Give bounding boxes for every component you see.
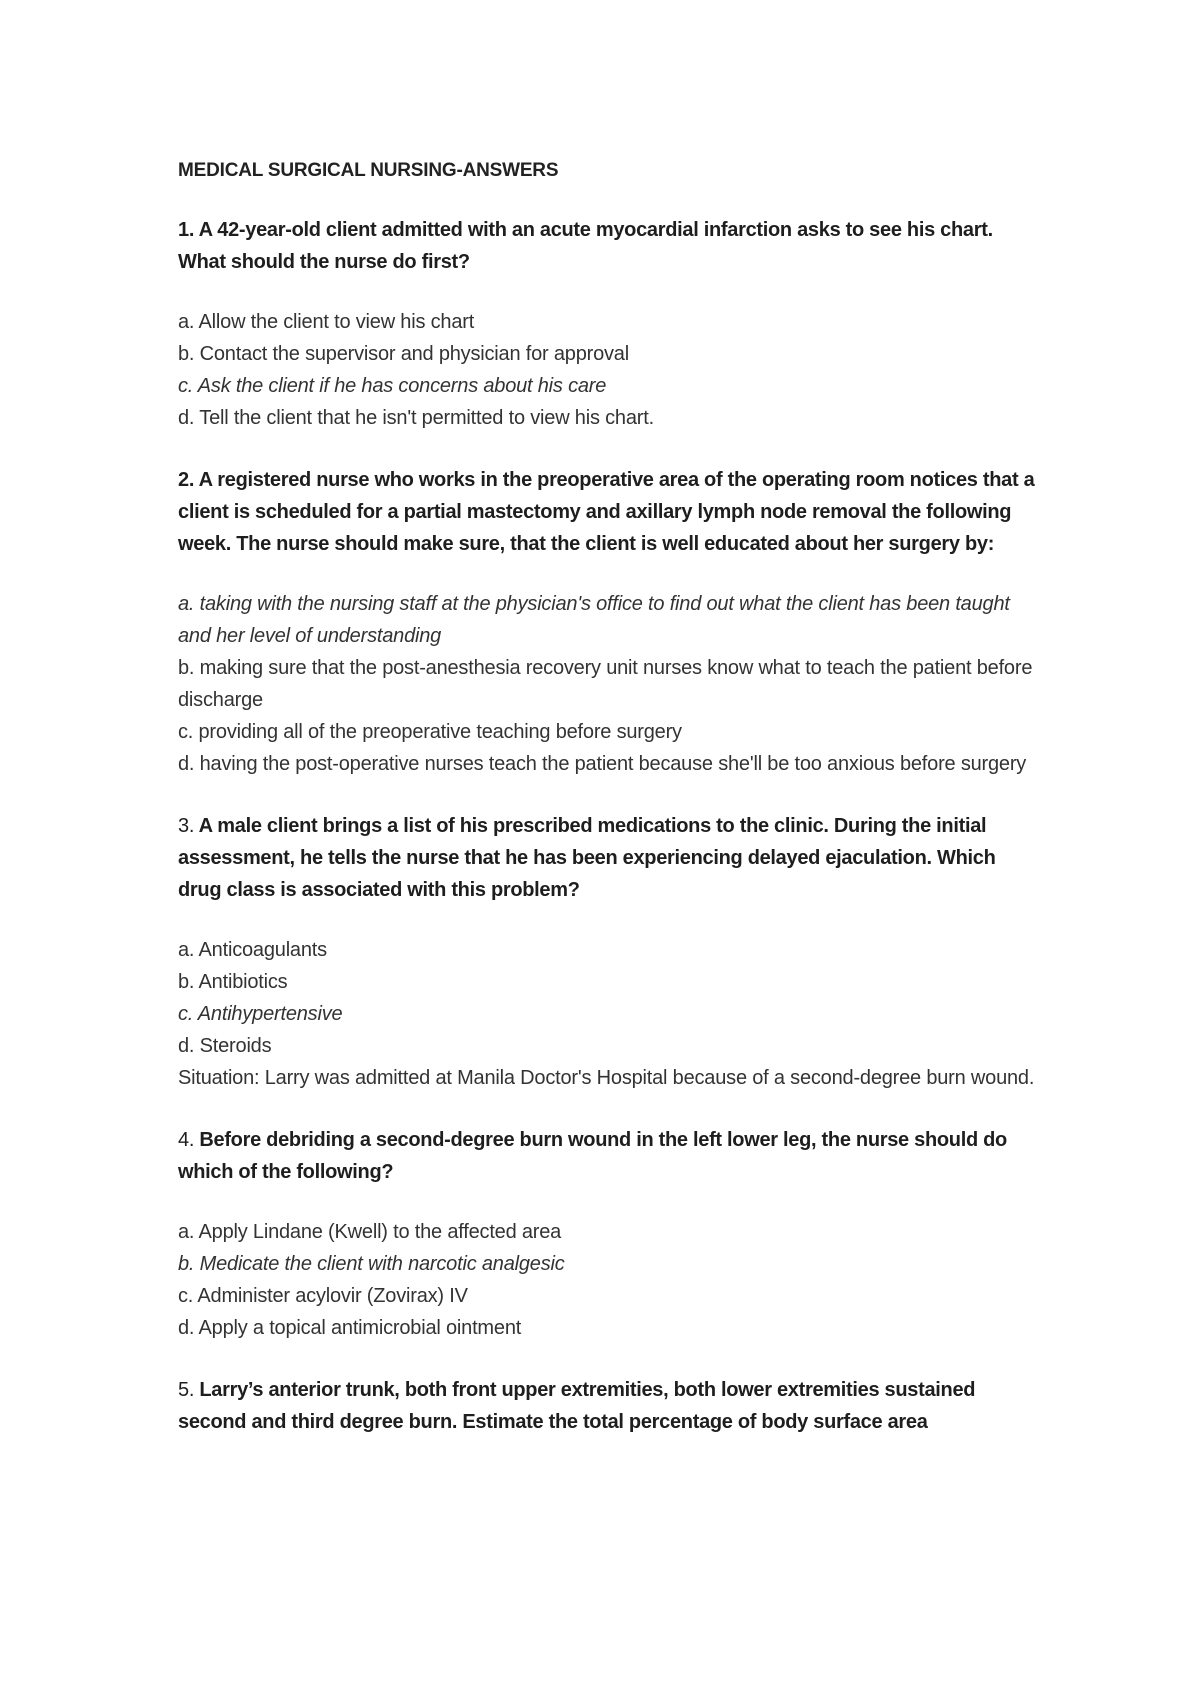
document-page [178,160,1038,1466]
question-text: Larry’s anterior trunk, both front upper extremities, both lower extremities sustained second and third degree burn. Estimate the total percentage of body surface area [178,1379,976,1433]
question-number: 4. [178,1129,195,1151]
option-b: b. Antibiotics [178,971,288,993]
option-c: c. Administer acylovir (Zovirax) IV [178,1285,468,1307]
question-number: 3. [178,815,195,837]
option-list [178,306,1038,434]
option-c: c. providing all of the preoperative teaching before surgery [178,721,682,743]
question-stem [178,1374,1038,1438]
situation-note: Situation: Larry was admitted at Manila Doctor's Hospital because of a second-degree burn wound. [178,1067,1035,1089]
question-text: A registered nurse who works in the preoperative area of the operating room notices that a client is scheduled for a partial mastectomy and axillary lymph node removal the following week. The nurse should make sure, that the client is well educated about her surgery by: [178,469,1035,555]
question-number: 2. [178,469,195,491]
question-2 [178,464,1038,780]
option-d: d. Tell the client that he isn't permitted to view his chart. [178,407,654,429]
question-text: Before debriding a second-degree burn wound in the left lower leg, the nurse should do which of the following? [178,1129,1007,1183]
option-a: a. Apply Lindane (Kwell) to the affected area [178,1221,562,1243]
question-stem [178,810,1038,906]
option-b: b. Contact the supervisor and physician for approval [178,343,629,365]
option-b: b. making sure that the post-anesthesia recovery unit nurses know what to teach the patient before discharge [178,657,1033,711]
option-list [178,934,1038,1094]
option-c-answer: c. Ask the client if he has concerns about his care [178,375,607,397]
option-a: a. Anticoagulants [178,939,327,961]
option-d: d. Apply a topical antimicrobial ointment [178,1317,522,1339]
question-4 [178,1124,1038,1344]
question-stem [178,464,1038,560]
option-a-answer: a. taking with the nursing staff at the physician's office to find out what the client has been taught and her level of understanding [178,593,1010,647]
question-5 [178,1374,1038,1438]
question-stem [178,1124,1038,1188]
option-d: d. having the post-operative nurses teach the patient because she'll be too anxious before surgery [178,753,1027,775]
option-a: a. Allow the client to view his chart [178,311,475,333]
question-text: A 42-year-old client admitted with an acute myocardial infarction asks to see his chart. What should the nurse do first? [178,219,993,273]
question-1 [178,214,1038,434]
question-3 [178,810,1038,1094]
question-number: 1. [178,219,195,241]
document-title: MEDICAL SURGICAL NURSING-ANSWERS [178,160,559,181]
question-stem [178,214,1038,278]
option-b-answer: b. Medicate the client with narcotic analgesic [178,1253,565,1275]
option-list [178,1216,1038,1344]
option-c-answer: c. Antihypertensive [178,1003,343,1025]
option-list [178,588,1038,780]
option-d: d. Steroids [178,1035,272,1057]
question-number: 5. [178,1379,195,1401]
question-text: A male client brings a list of his prescribed medications to the clinic. During the initial assessment, he tells the nurse that he has been experiencing delayed ejaculation. Which drug class is associated with this problem? [178,815,996,901]
